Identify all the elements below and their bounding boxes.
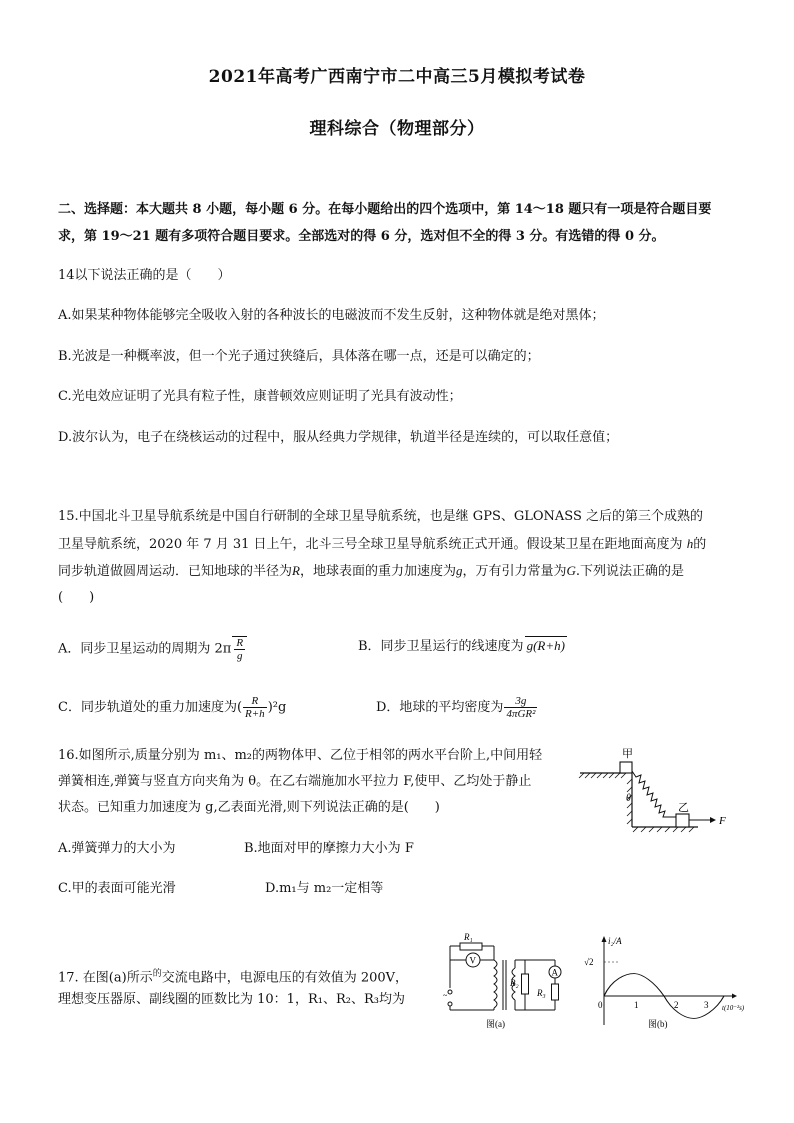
q14-option-a: A.如果某种物体能够完全吸收入射的各种波长的电磁波而不发生反射，这种物体就是绝对黑体； bbox=[58, 308, 605, 323]
q16-option-d: D.m₁与 m₂一定相等 bbox=[265, 881, 384, 896]
page-subtitle: 理科综合（物理部分） bbox=[309, 119, 485, 139]
block-jia bbox=[620, 762, 632, 773]
q15-stem-line3 bbox=[58, 562, 684, 581]
var-h: h bbox=[686, 536, 694, 551]
sqrt-expression: g(R+h) bbox=[526, 638, 565, 653]
q15-option-c-end: )²g bbox=[267, 700, 287, 715]
svg-text:~: ~ bbox=[443, 991, 448, 1000]
q15-option-d-text: D．地球的平均密度为 bbox=[376, 700, 504, 715]
label-F: F bbox=[719, 815, 726, 827]
q15-line3-a: 同步轨道做圆周运动．已知地球的半径为 bbox=[58, 564, 293, 579]
q15-option-a-text: A．同步卫星运动的周期为 2π bbox=[58, 641, 232, 657]
q16-spring-figure bbox=[576, 743, 736, 833]
page-title: 2021年高考广西南宁市二中高三5月模拟考试卷 bbox=[208, 67, 586, 87]
label-theta: θ bbox=[626, 793, 631, 804]
q15-option-c bbox=[58, 695, 286, 720]
q15-line2-end: 的 bbox=[693, 537, 707, 552]
q17-line1-sup: 的 bbox=[152, 969, 162, 979]
frac-numerator: 3g bbox=[504, 695, 537, 708]
fraction bbox=[243, 695, 267, 720]
q17-line1-b: 交流电路中，电源电压的有效值为 200V， bbox=[161, 970, 409, 986]
label-jia: 甲 bbox=[622, 748, 633, 760]
q15-line3-c: ，万有引力常量为 bbox=[462, 564, 567, 579]
q14-option-c: C.光电效应证明了光具有粒子性，康普顿效应则证明了光具有波动性； bbox=[58, 389, 462, 404]
q16-option-a: A.弹簧弹力的大小为 bbox=[58, 841, 176, 856]
graph-xlabel: t(10⁻²s) bbox=[722, 1004, 745, 1012]
q14-option-d: D.波尔认为，电子在绕核运动的过程中，服从经典力学规律，轨道半径是连续的，可以取任意值； bbox=[58, 430, 619, 445]
frac-denominator: 4πGR² bbox=[506, 708, 536, 720]
q16-stem-line1: 16.如图所示,质量分别为 m₁、m₂的两物体甲、乙位于相邻的两水平台阶上,中间用轻 bbox=[58, 748, 543, 763]
fraction bbox=[504, 695, 537, 720]
q16-stem-line2: 弹簧相连,弹簧与竖直方向夹角为 θ。在乙右端施加水平拉力 F,使甲、乙均处于静止 bbox=[58, 774, 532, 789]
figure-b-caption: 图(b) bbox=[648, 1019, 668, 1029]
spring bbox=[632, 771, 676, 817]
q16-stem-line3: 状态。已知重力加速度为 g,乙表面光滑,则下列说法正确的是( ) bbox=[58, 800, 440, 815]
sqrt-fraction bbox=[232, 636, 247, 662]
frac-numerator: R bbox=[243, 695, 267, 708]
frac-denominator: R+h bbox=[245, 708, 265, 720]
block-yi bbox=[676, 814, 689, 827]
section-instructions-line1: 二、选择题：本大题共 8 小题，每小题 6 分。在每小题给出的四个选项中，第 14～18 题只有一项是符合题目要 bbox=[58, 202, 712, 217]
graph-tick-2: 2 bbox=[674, 1000, 679, 1010]
label-R3: R₃ bbox=[537, 988, 546, 998]
frac-denominator: g bbox=[236, 650, 243, 662]
q17-current-graph bbox=[582, 930, 762, 1030]
graph-ylabel: i₂/A bbox=[608, 936, 622, 946]
q15-line2-text: 卫星导航系统，2020 年 7 月 31 日上午，北斗三号全球卫星导航系统正式开通。假设某卫星在距地面高度为 bbox=[58, 537, 683, 552]
voltmeter-label: V bbox=[469, 955, 476, 966]
q15-option-c-text: C．同步轨道处的重力加速度为( bbox=[58, 700, 243, 715]
q16-option-c: C.甲的表面可能光滑 bbox=[58, 881, 176, 896]
frac-numerator: R bbox=[236, 637, 244, 649]
q14-option-b: B.光波是一种概率波，但一个光子通过狭缝后，具体落在哪一点，还是可以确定的； bbox=[58, 349, 540, 364]
q15-stem-line1: 15.中国北斗卫星导航系统是中国自行研制的全球卫星导航系统，也是继 GPS、GLONASS 之后的第三个成熟的 bbox=[58, 509, 703, 524]
label-R1: R₁ bbox=[464, 932, 473, 942]
graph-origin: 0 bbox=[598, 1000, 603, 1010]
q17-circuit-figure bbox=[440, 930, 570, 1030]
graph-tick-3: 3 bbox=[704, 1000, 709, 1010]
q15-option-d bbox=[376, 695, 538, 720]
label-yi: 乙 bbox=[678, 802, 689, 814]
label-R2: R₂ bbox=[510, 978, 519, 988]
section-instructions-line2: 求，第 19～21 题有多项符合题目要求。全部选对的得 6 分，选对但不全的得 3 分。有选错的得 0 分。 bbox=[58, 229, 665, 244]
q17-stem-line2: 理想变压器原、副线圈的匝数比为 10：1，R₁、R₂、R₃均为 bbox=[58, 992, 405, 1007]
ammeter-label: A bbox=[551, 967, 558, 978]
q15-line3-b: ，地球表面的重力加速度为 bbox=[299, 564, 456, 579]
q17-line1-a: 17. 在图(a)所示 bbox=[58, 970, 153, 986]
q15-option-a bbox=[58, 636, 248, 662]
q17-stem-line1 bbox=[58, 965, 408, 987]
q15-option-b bbox=[358, 636, 567, 656]
q14-stem: 14以下说法正确的是（ ） bbox=[58, 268, 231, 283]
q16-option-b: B.地面对甲的摩擦力大小为 F bbox=[244, 841, 414, 856]
q15-option-b-text: B．同步卫星运行的线速度为 bbox=[358, 639, 524, 654]
var-R: R bbox=[292, 563, 300, 578]
graph-tick-1: 1 bbox=[634, 1000, 639, 1010]
var-G: G bbox=[566, 563, 576, 578]
figure-a-caption: 图(a) bbox=[486, 1019, 505, 1029]
var-g: g bbox=[455, 563, 463, 578]
graph-peak-label: √2 bbox=[584, 957, 594, 967]
q15-stem-line2 bbox=[58, 535, 706, 554]
q15-line3-d: .下列说法正确的是 bbox=[575, 564, 685, 579]
q15-stem-line4: ( ) bbox=[58, 590, 95, 605]
